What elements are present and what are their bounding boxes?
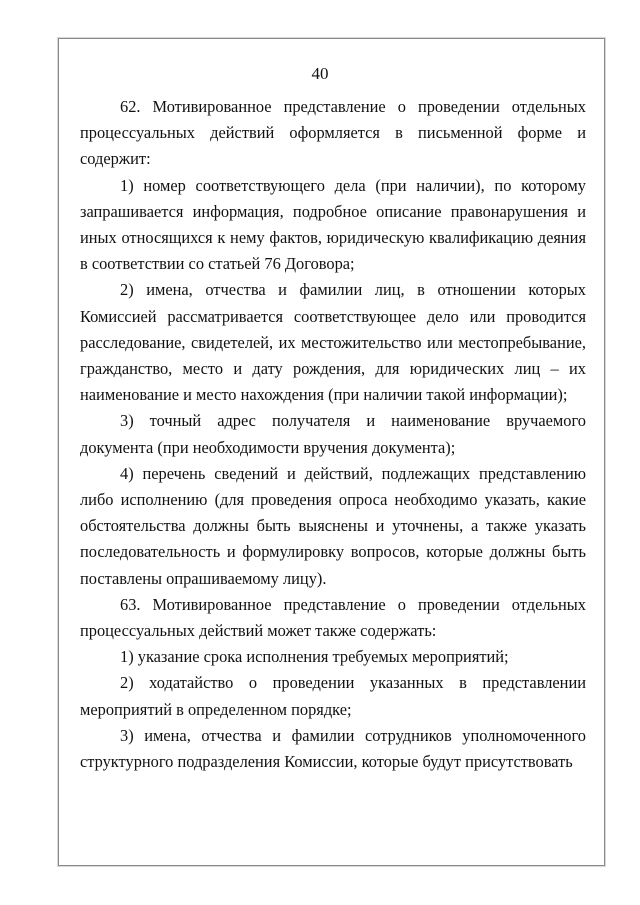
page-number: 40 <box>311 64 329 83</box>
paragraph-62-item-2: 2) имена, отчества и фамилии лиц, в отношении которых Комиссией рассматривается соответствующее дело или проводится расследование, свидетелей, их местожительство или местопребывание, гражданство, место и дату рождения, для юридических лиц – их наименование и место нахождения (при наличии такой информации); <box>80 280 586 405</box>
paragraph-63-item-2: 2) ходатайство о проведении указанных в представлении мероприятий в определенном порядке; <box>80 673 586 719</box>
paragraph-62-item-1: 1) номер соответствующего дела (при наличии), по которому запрашивается информация, подробное описание правонарушения и иных относящихся к нему фактов, юридическую квалификацию деяния в соответствии со статьей 76 Договора; <box>80 175 586 274</box>
paragraph-63-item-3: 3) имена, отчества и фамилии сотрудников уполномоченного структурного подразделения Комиссии, которые будут присутствовать <box>80 725 586 772</box>
paragraph-63-intro: 63. Мотивированное представление о проведении отдельных процессуальных действий может также содержать: <box>80 594 586 641</box>
paragraph-62-item-4: 4) перечень сведений и действий, подлежащих представлению либо исполнению (для проведения опроса необходимо указать, какие обстоятельства должны быть выяснены и уточнены, а также указать последовательность и формулировку вопросов, которые должны быть поставлены опрашиваемому лицу). <box>80 463 586 588</box>
paragraph-62-item-3: 3) точный адрес получателя и наименование вручаемого документа (при необходимости вручения документа); <box>80 411 586 457</box>
document-body <box>80 94 586 775</box>
paragraph-63-item-1: 1) указание срока исполнения требуемых мероприятий; <box>120 647 509 667</box>
paragraph-62-intro: 62. Мотивированное представление о проведении отдельных процессуальных действий оформляется в письменной форме и содержит: <box>80 97 586 169</box>
